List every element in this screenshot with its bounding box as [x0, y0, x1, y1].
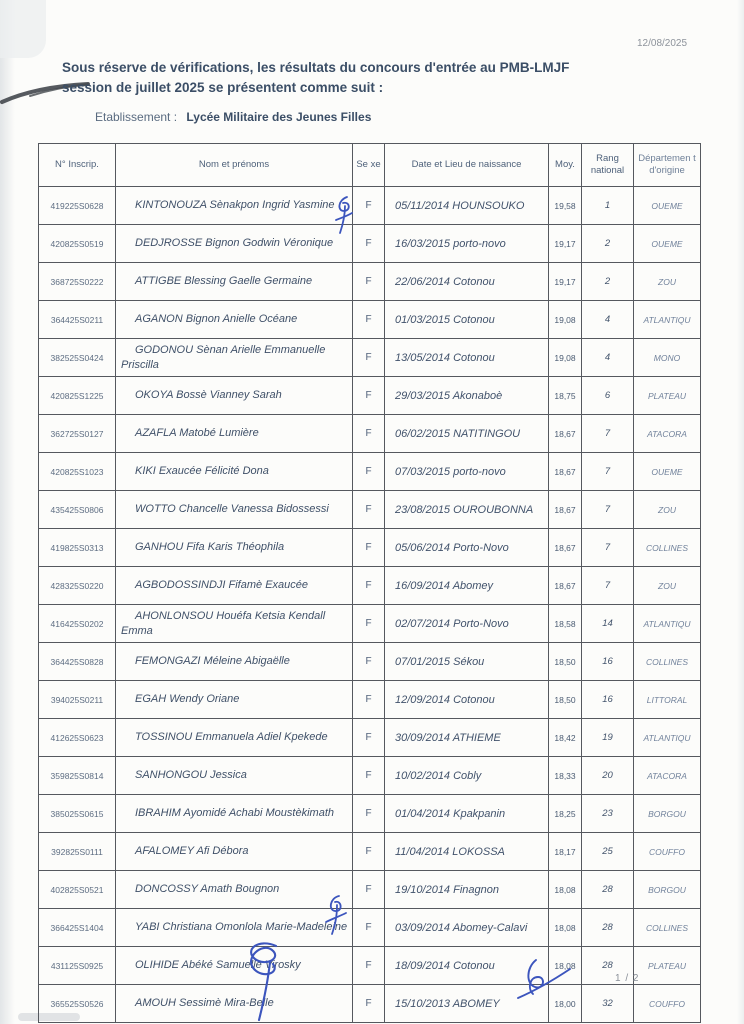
cell-average: 18,08: [549, 947, 582, 985]
table-row: [39, 263, 701, 301]
cell-sex: F: [353, 795, 385, 833]
cell-birth-date-place: 18/09/2014 Cotonou: [385, 947, 549, 985]
cell-national-rank: 7: [582, 567, 634, 605]
cell-national-rank: 2: [582, 263, 634, 301]
cell-department: COLLINES: [634, 909, 701, 947]
cell-average: 18,67: [549, 453, 582, 491]
table-row: [39, 833, 701, 871]
table-row: [39, 643, 701, 681]
table-row: [39, 719, 701, 757]
cell-inscription-number: 420825S0519: [39, 225, 116, 263]
cell-national-rank: 14: [582, 605, 634, 643]
cell-national-rank: 28: [582, 871, 634, 909]
cell-name: OKOYA Bossè Vianney Sarah: [116, 377, 353, 415]
scan-edge-shadow-right: [737, 0, 744, 1024]
cell-department: COUFFO: [634, 833, 701, 871]
table-row: [39, 377, 701, 415]
cell-average: 19,58: [549, 187, 582, 225]
etablissement-value: Lycée Militaire des Jeunes Filles: [186, 110, 372, 124]
cell-national-rank: 25: [582, 833, 634, 871]
cell-department: COLLINES: [634, 643, 701, 681]
cell-sex: F: [353, 643, 385, 681]
cell-name: KIKI Exaucée Félicité Dona: [116, 453, 353, 491]
cell-inscription-number: 428325S0220: [39, 567, 116, 605]
table-row: [39, 301, 701, 339]
cell-inscription-number: 359825S0814: [39, 757, 116, 795]
scan-edge-shadow-left: [0, 0, 15, 1024]
cell-sex: F: [353, 833, 385, 871]
cell-sex: F: [353, 491, 385, 529]
cell-average: 18,58: [549, 605, 582, 643]
cell-average: 18,67: [549, 415, 582, 453]
cell-sex: F: [353, 985, 385, 1023]
cell-department: ATACORA: [634, 757, 701, 795]
cell-birth-date-place: 03/09/2014 Abomey-Calavi: [385, 909, 549, 947]
header-dob: Date et Lieu de naissance: [385, 144, 549, 187]
cell-average: 18,08: [549, 909, 582, 947]
cell-birth-date-place: 30/09/2014 ATHIEME: [385, 719, 549, 757]
header-row: [39, 144, 701, 187]
header-sex: Se xe: [353, 144, 385, 187]
cell-inscription-number: 392825S0111: [39, 833, 116, 871]
cell-national-rank: 19: [582, 719, 634, 757]
cell-inscription-number: 364425S0828: [39, 643, 116, 681]
cell-birth-date-place: 05/06/2014 Porto-Novo: [385, 529, 549, 567]
cell-sex: F: [353, 681, 385, 719]
cell-department: COUFFO: [634, 985, 701, 1023]
cell-birth-date-place: 02/07/2014 Porto-Novo: [385, 605, 549, 643]
cell-average: 18,00: [549, 985, 582, 1023]
cell-department: ZOU: [634, 263, 701, 301]
cell-sex: F: [353, 415, 385, 453]
cell-name: GODONOU Sènan Arielle Emmanuelle Priscilla: [116, 339, 353, 377]
intro-line-1: Sous réserve de vérifications, les résultats du concours d'entrée au PMB-LMJF: [62, 60, 570, 75]
cell-inscription-number: 362725S0127: [39, 415, 116, 453]
results-table-body: [39, 187, 701, 1023]
table-row: [39, 985, 701, 1023]
cell-national-rank: 16: [582, 681, 634, 719]
table-row: [39, 187, 701, 225]
cell-inscription-number: 402825S0521: [39, 871, 116, 909]
cell-department: ATACORA: [634, 415, 701, 453]
cell-birth-date-place: 13/05/2014 Cotonou: [385, 339, 549, 377]
cell-national-rank: 32: [582, 985, 634, 1023]
cell-name: DONCOSSY Amath Bougnon: [116, 871, 353, 909]
cell-inscription-number: 412625S0623: [39, 719, 116, 757]
cell-inscription-number: 364425S0211: [39, 301, 116, 339]
table-row: [39, 909, 701, 947]
cell-inscription-number: 431125S0925: [39, 947, 116, 985]
cell-name: GANHOU Fifa Karis Théophila: [116, 529, 353, 567]
cell-birth-date-place: 11/04/2014 LOKOSSA: [385, 833, 549, 871]
cell-sex: F: [353, 453, 385, 491]
cell-birth-date-place: 29/03/2015 Akonaboè: [385, 377, 549, 415]
cell-department: PLATEAU: [634, 947, 701, 985]
cell-national-rank: 2: [582, 225, 634, 263]
cell-national-rank: 1: [582, 187, 634, 225]
scan-corner-smudge: [0, 0, 46, 58]
cell-birth-date-place: 16/03/2015 porto-novo: [385, 225, 549, 263]
results-table-header: [39, 144, 701, 187]
cell-average: 19,08: [549, 339, 582, 377]
cell-average: 18,50: [549, 643, 582, 681]
cell-average: 18,67: [549, 491, 582, 529]
table-row: [39, 415, 701, 453]
cell-department: ATLANTIQU: [634, 719, 701, 757]
cell-birth-date-place: 07/03/2015 porto-novo: [385, 453, 549, 491]
cell-average: 18,17: [549, 833, 582, 871]
table-row: [39, 567, 701, 605]
scan-date: 12/08/2025: [637, 38, 688, 49]
intro-line-2: session de juillet 2025 se présentent comme suit :: [62, 80, 384, 96]
page-number: 1 / 2: [615, 973, 640, 984]
cell-department: MONO: [634, 339, 701, 377]
cell-name: AFALOMEY Afi Débora: [116, 833, 353, 871]
cell-inscription-number: 365525S0526: [39, 985, 116, 1023]
cell-average: 18,75: [549, 377, 582, 415]
cell-average: 18,08: [549, 871, 582, 909]
pen-checkmark-row-1: [331, 194, 357, 236]
cell-national-rank: 7: [582, 529, 634, 567]
cell-national-rank: 4: [582, 339, 634, 377]
cell-sex: F: [353, 605, 385, 643]
cell-average: 19,08: [549, 301, 582, 339]
cell-department: OUEME: [634, 187, 701, 225]
cell-birth-date-place: 22/06/2014 Cotonou: [385, 263, 549, 301]
cell-birth-date-place: 05/11/2014 HOUNSOUKO: [385, 187, 549, 225]
table-row: [39, 947, 701, 985]
table-row: [39, 795, 701, 833]
table-row: [39, 605, 701, 643]
cell-birth-date-place: 19/10/2014 Finagnon: [385, 871, 549, 909]
cell-inscription-number: 368725S0222: [39, 263, 116, 301]
cell-national-rank: 4: [582, 301, 634, 339]
cell-sex: F: [353, 263, 385, 301]
cell-name: AGBODOSSINDJI Fifamè Exaucée: [116, 567, 353, 605]
cell-name: AZAFLA Matobé Lumière: [116, 415, 353, 453]
cell-birth-date-place: 01/04/2014 Kpakpanin: [385, 795, 549, 833]
cell-average: 18,50: [549, 681, 582, 719]
cell-average: 18,67: [549, 567, 582, 605]
signature-ink-small: [514, 956, 576, 1006]
cell-national-rank: 7: [582, 415, 634, 453]
cell-sex: F: [353, 567, 385, 605]
cell-name: YABI Christiana Omonlola Marie-Madeleine: [116, 909, 353, 947]
header-rank: Rang national: [582, 144, 634, 187]
table-row: [39, 453, 701, 491]
cell-department: OUEME: [634, 453, 701, 491]
cell-department: ATLANTIQU: [634, 605, 701, 643]
cell-national-rank: 28: [582, 909, 634, 947]
cell-national-rank: 7: [582, 491, 634, 529]
cell-sex: F: [353, 377, 385, 415]
cell-name: SANHONGOU Jessica: [116, 757, 353, 795]
cell-average: 18,33: [549, 757, 582, 795]
cell-department: BORGOU: [634, 871, 701, 909]
cell-inscription-number: 385025S0615: [39, 795, 116, 833]
signature-ink-large: [228, 940, 320, 1024]
table-row: [39, 681, 701, 719]
cell-inscription-number: 366425S1404: [39, 909, 116, 947]
header-moy: Moy.: [549, 144, 582, 187]
cell-inscription-number: 419825S0313: [39, 529, 116, 567]
cell-birth-date-place: 10/02/2014 Cobly: [385, 757, 549, 795]
table-row: [39, 757, 701, 795]
cell-birth-date-place: 12/09/2014 Cotonou: [385, 681, 549, 719]
table-row: [39, 871, 701, 909]
table-row: [39, 491, 701, 529]
cell-birth-date-place: 16/09/2014 Abomey: [385, 567, 549, 605]
pen-checkmark-row-22: [322, 893, 350, 937]
cell-sex: F: [353, 757, 385, 795]
cell-inscription-number: 416425S0202: [39, 605, 116, 643]
cell-name: WOTTO Chancelle Vanessa Bidossessi: [116, 491, 353, 529]
cell-department: COLLINES: [634, 529, 701, 567]
cell-name: AHONLONSOU Houéfa Ketsia Kendall Emma: [116, 605, 353, 643]
intro-paragraph: [62, 58, 662, 99]
cell-birth-date-place: 15/10/2013 ABOMEY: [385, 985, 549, 1023]
cell-sex: F: [353, 301, 385, 339]
cell-department: ATLANTIQU: [634, 301, 701, 339]
cell-department: ZOU: [634, 491, 701, 529]
cell-name: TOSSINOU Emmanuela Adiel Kpekede: [116, 719, 353, 757]
results-table: [38, 143, 701, 1023]
cell-national-rank: 23: [582, 795, 634, 833]
cell-inscription-number: 435425S0806: [39, 491, 116, 529]
cell-birth-date-place: 23/08/2015 OUROUBONNA: [385, 491, 549, 529]
cell-department: LITTORAL: [634, 681, 701, 719]
cell-birth-date-place: 06/02/2015 NATITINGOU: [385, 415, 549, 453]
cell-average: 18,25: [549, 795, 582, 833]
etablissement-line: [95, 110, 371, 124]
cell-national-rank: 6: [582, 377, 634, 415]
cell-department: ZOU: [634, 567, 701, 605]
table-row: [39, 339, 701, 377]
cell-national-rank: 16: [582, 643, 634, 681]
cell-national-rank: 28: [582, 947, 634, 985]
cell-name: OLIHIDE Abéké Samuelle Virosky: [116, 947, 353, 985]
cell-sex: F: [353, 529, 385, 567]
cell-sex: F: [353, 225, 385, 263]
cell-name: AGANON Bignon Anielle Océane: [116, 301, 353, 339]
cell-sex: F: [353, 947, 385, 985]
header-name: Nom et prénoms: [116, 144, 353, 187]
cell-name: KINTONOUZA Sènakpon Ingrid Yasmine: [116, 187, 353, 225]
cell-birth-date-place: 01/03/2015 Cotonou: [385, 301, 549, 339]
cell-inscription-number: 382525S0424: [39, 339, 116, 377]
cell-average: 19,17: [549, 225, 582, 263]
cell-sex: F: [353, 339, 385, 377]
cell-sex: F: [353, 187, 385, 225]
cell-sex: F: [353, 719, 385, 757]
cell-inscription-number: 420825S1023: [39, 453, 116, 491]
cell-national-rank: 7: [582, 453, 634, 491]
cell-name: EGAH Wendy Oriane: [116, 681, 353, 719]
table-row: [39, 529, 701, 567]
cell-average: 19,17: [549, 263, 582, 301]
cell-inscription-number: 394025S0211: [39, 681, 116, 719]
cell-department: OUEME: [634, 225, 701, 263]
header-dept: Départemen t d'origine: [634, 144, 701, 187]
cell-department: PLATEAU: [634, 377, 701, 415]
cell-name: ATTIGBE Blessing Gaelle Germaine: [116, 263, 353, 301]
cell-department: BORGOU: [634, 795, 701, 833]
cell-inscription-number: 419225S0628: [39, 187, 116, 225]
etablissement-label: Etablissement :: [95, 110, 178, 124]
cell-average: 18,67: [549, 529, 582, 567]
cell-name: IBRAHIM Ayomidé Achabi Moustèkimath: [116, 795, 353, 833]
cell-name: DEDJROSSE Bignon Godwin Véronique: [116, 225, 353, 263]
cell-birth-date-place: 07/01/2015 Sékou: [385, 643, 549, 681]
cell-sex: F: [353, 909, 385, 947]
cell-name: FEMONGAZI Méleine Abigaëlle: [116, 643, 353, 681]
table-row: [39, 225, 701, 263]
cell-average: 18,42: [549, 719, 582, 757]
cell-inscription-number: 420825S1225: [39, 377, 116, 415]
cell-national-rank: 20: [582, 757, 634, 795]
header-num: N° Inscrip.: [39, 144, 116, 187]
cell-name: AMOUH Sessimè Mira-Belle: [116, 985, 353, 1023]
cell-sex: F: [353, 871, 385, 909]
